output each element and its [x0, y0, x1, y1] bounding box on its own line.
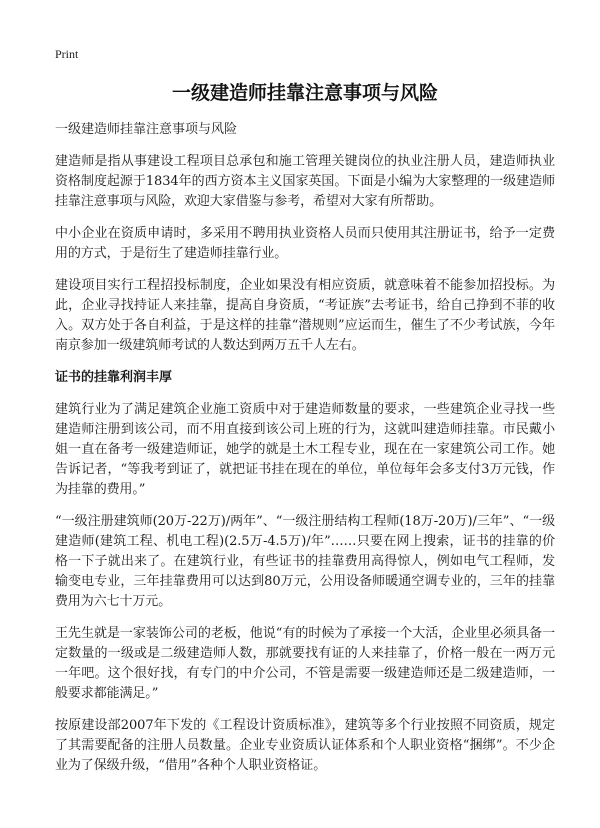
paragraph: 建造师是指从事建设工程项目总承包和施工管理关键岗位的执业注册人员，建造师执业资格制度起源于1834年的西方资本主义国家英国。下面是小编为大家整理的一级建造师挂靠注意事项与风险，欢迎大家借鉴与参考，希望对大家有所帮助。	[55, 154, 555, 209]
print-link[interactable]: Print	[55, 47, 79, 61]
document-page	[55, 44, 555, 776]
paragraph: 中小企业在资质申请时，多采用不聘用执业资格人员而只使用其注册证书，给予一定费用的方式，于是衍生了建造师挂靠行业。	[55, 226, 555, 261]
paragraph: 按原建设部2007年下发的《工程设计资质标准》，建筑等多个行业按照不同资质，规定了其需要配备的注册人员数量。企业专业资质认证体系和个人职业资格“捆绑”。不少企业为了保级升级，“借用”各种个人职业资格证。	[55, 718, 555, 773]
paragraph: 建设项目实行工程招投标制度，企业如果没有相应资质，就意味着不能参加招投标。为此，企业寻找持证人来挂靠，提高自身资质，“考证族”去考证书，给自己挣到不菲的收入。双方处于各自利益，于是这样的挂靠“潜规则”应运而生，催生了不少考试族，今年南京参加一级建筑师考试的人数达到两万五千人左右。	[55, 278, 555, 353]
article-title: 一级建造师挂靠注意事项与风险	[171, 82, 438, 104]
paragraph: 王先生就是一家装饰公司的老板，他说“有的时候为了承接一个大活，企业里必须具备一定数量的一级或是二级建造师人数，那就要找有证的人来挂靠了，价格一般在一两万元一年吧。这个很好找，有专门的中介公司，不管是需要一级建造师还是二级建造师，一般要求都能满足。”	[55, 626, 555, 701]
section-heading: 证书的挂靠利润丰厚	[55, 370, 173, 385]
paragraph: 建筑行业为了满足建筑企业施工资质中对于建造师数量的要求，一些建筑企业寻找一些建造师注册到该公司，而不用直接到该公司上班的行为，这就叫建造师挂靠。市民戴小姐一直在备考一级建造师证，她学的就是土木工程专业，现在在一家建筑公司工作。她告诉记者，“等我考到证了，就把证书挂在现在的单位，单位每年会多支付3万元钱，作为挂靠的费用。”	[55, 402, 555, 497]
paragraph: “一级注册建筑师(20万-22万)/两年”、“一级注册结构工程师(18万-20万)/三年”、“一级建造师(建筑工程、机电工程)(2.5万-4.5万)/年”……只要在网上搜索，证书的挂靠的价格一下子就出来了。在建筑行业，有些证书的挂靠费用高得惊人，例如电气工程师，发输变电专业，三年挂靠费用可以达到80万元，公用设备师暖通空调专业的，三年的挂靠费用为六七十万元。	[55, 514, 555, 609]
article-subtitle: 一级建造师挂靠注意事项与风险	[55, 122, 238, 137]
